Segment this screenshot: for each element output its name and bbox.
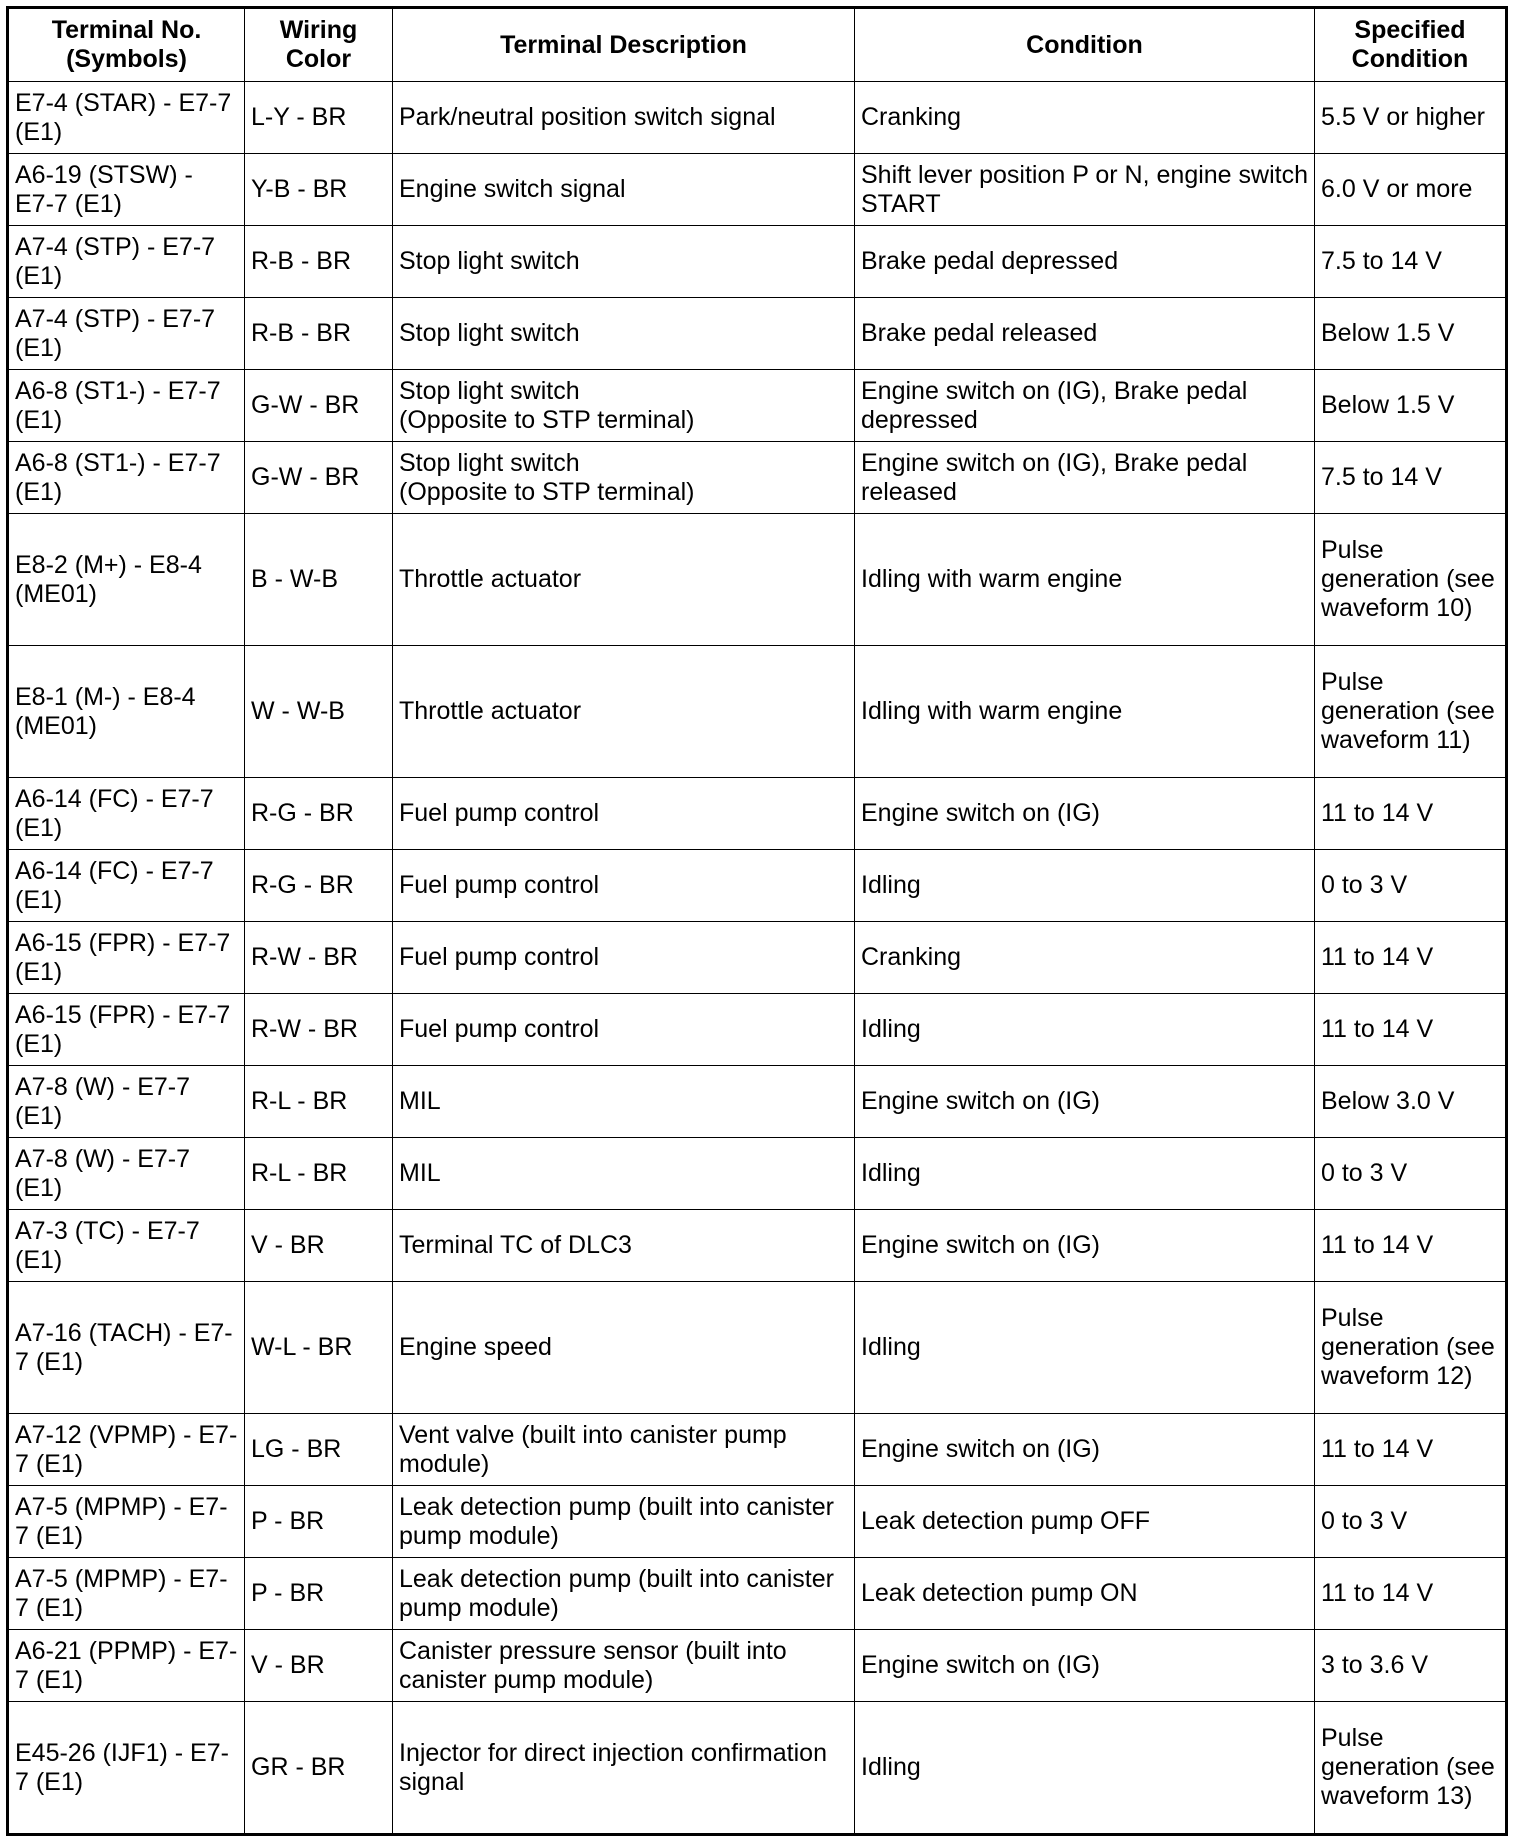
table-row (8, 1138, 1507, 1210)
ecm-terminal-table (6, 6, 1508, 1836)
cell-wiring-color: V - BR (245, 1630, 393, 1702)
cell-condition: Idling (855, 994, 1315, 1066)
cell-condition: Idling (855, 1282, 1315, 1414)
cell-wiring-color: R-G - BR (245, 778, 393, 850)
cell-terminal-description: Throttle actuator (393, 646, 855, 778)
header-row (8, 8, 1507, 82)
cell-terminal-description: Stop light switch (Opposite to STP terminal) (393, 370, 855, 442)
cell-terminal-description: Fuel pump control (393, 850, 855, 922)
cell-condition: Engine switch on (IG) (855, 1630, 1315, 1702)
table-row (8, 850, 1507, 922)
table-row (8, 994, 1507, 1066)
cell-terminal-no: A6-19 (STSW) - E7-7 (E1) (8, 154, 245, 226)
cell-terminal-no: A7-8 (W) - E7-7 (E1) (8, 1138, 245, 1210)
cell-condition: Engine switch on (IG), Brake pedal released (855, 442, 1315, 514)
cell-terminal-no: E8-1 (M-) - E8-4 (ME01) (8, 646, 245, 778)
cell-terminal-description: Engine switch signal (393, 154, 855, 226)
cell-terminal-description: Engine speed (393, 1282, 855, 1414)
cell-condition: Idling (855, 1138, 1315, 1210)
cell-terminal-description: Leak detection pump (built into canister pump module) (393, 1558, 855, 1630)
table-row (8, 1066, 1507, 1138)
cell-terminal-no: A6-21 (PPMP) - E7-7 (E1) (8, 1630, 245, 1702)
header-wiring-color: Wiring Color (245, 8, 393, 82)
table-row (8, 1630, 1507, 1702)
cell-specified-condition: 0 to 3 V (1315, 850, 1507, 922)
cell-condition: Idling with warm engine (855, 514, 1315, 646)
cell-wiring-color: W-L - BR (245, 1282, 393, 1414)
cell-specified-condition: 0 to 3 V (1315, 1138, 1507, 1210)
cell-wiring-color: R-B - BR (245, 226, 393, 298)
cell-wiring-color: Y-B - BR (245, 154, 393, 226)
cell-terminal-no: A6-15 (FPR) - E7-7 (E1) (8, 994, 245, 1066)
cell-wiring-color: P - BR (245, 1558, 393, 1630)
cell-terminal-description: Injector for direct injection confirmation signal (393, 1702, 855, 1835)
cell-terminal-description: Stop light switch (Opposite to STP terminal) (393, 442, 855, 514)
cell-wiring-color: G-W - BR (245, 370, 393, 442)
cell-terminal-description: Fuel pump control (393, 778, 855, 850)
cell-specified-condition: Pulse generation (see waveform 12) (1315, 1282, 1507, 1414)
cell-condition: Shift lever position P or N, engine switch START (855, 154, 1315, 226)
cell-specified-condition: 11 to 14 V (1315, 922, 1507, 994)
cell-specified-condition: 11 to 14 V (1315, 994, 1507, 1066)
cell-condition: Cranking (855, 922, 1315, 994)
cell-condition: Engine switch on (IG), Brake pedal depressed (855, 370, 1315, 442)
cell-terminal-no: A7-3 (TC) - E7-7 (E1) (8, 1210, 245, 1282)
cell-terminal-no: E8-2 (M+) - E8-4 (ME01) (8, 514, 245, 646)
cell-terminal-no: A6-8 (ST1-) - E7-7 (E1) (8, 370, 245, 442)
cell-wiring-color: LG - BR (245, 1414, 393, 1486)
cell-terminal-description: Stop light switch (393, 226, 855, 298)
cell-terminal-no: A6-8 (ST1-) - E7-7 (E1) (8, 442, 245, 514)
cell-condition: Idling (855, 1702, 1315, 1835)
cell-terminal-description: Fuel pump control (393, 922, 855, 994)
table-row (8, 778, 1507, 850)
cell-condition: Idling (855, 850, 1315, 922)
cell-terminal-description: Canister pressure sensor (built into canister pump module) (393, 1630, 855, 1702)
cell-specified-condition: 0 to 3 V (1315, 1486, 1507, 1558)
cell-condition: Idling with warm engine (855, 646, 1315, 778)
cell-specified-condition: Below 3.0 V (1315, 1066, 1507, 1138)
table-row (8, 442, 1507, 514)
cell-terminal-description: MIL (393, 1138, 855, 1210)
cell-terminal-no: A7-8 (W) - E7-7 (E1) (8, 1066, 245, 1138)
table-row (8, 1282, 1507, 1414)
cell-specified-condition: 6.0 V or more (1315, 154, 1507, 226)
cell-condition: Leak detection pump OFF (855, 1486, 1315, 1558)
cell-terminal-no: A6-14 (FC) - E7-7 (E1) (8, 850, 245, 922)
header-terminal-no: Terminal No. (Symbols) (8, 8, 245, 82)
cell-condition: Leak detection pump ON (855, 1558, 1315, 1630)
cell-terminal-description: Throttle actuator (393, 514, 855, 646)
cell-wiring-color: R-L - BR (245, 1138, 393, 1210)
table-row (8, 154, 1507, 226)
cell-specified-condition: Pulse generation (see waveform 11) (1315, 646, 1507, 778)
table-row (8, 226, 1507, 298)
cell-terminal-description: Vent valve (built into canister pump module) (393, 1414, 855, 1486)
cell-specified-condition: Below 1.5 V (1315, 370, 1507, 442)
cell-wiring-color: P - BR (245, 1486, 393, 1558)
table-row (8, 82, 1507, 154)
cell-condition: Cranking (855, 82, 1315, 154)
cell-terminal-no: A7-5 (MPMP) - E7-7 (E1) (8, 1558, 245, 1630)
cell-terminal-no: A7-12 (VPMP) - E7-7 (E1) (8, 1414, 245, 1486)
cell-specified-condition: 11 to 14 V (1315, 1210, 1507, 1282)
cell-specified-condition: 11 to 14 V (1315, 778, 1507, 850)
cell-specified-condition: Below 1.5 V (1315, 298, 1507, 370)
table-row (8, 1414, 1507, 1486)
cell-terminal-description: Terminal TC of DLC3 (393, 1210, 855, 1282)
cell-terminal-no: A7-4 (STP) - E7-7 (E1) (8, 298, 245, 370)
cell-specified-condition: 5.5 V or higher (1315, 82, 1507, 154)
cell-terminal-no: A7-16 (TACH) - E7-7 (E1) (8, 1282, 245, 1414)
table-row (8, 298, 1507, 370)
cell-condition: Engine switch on (IG) (855, 1210, 1315, 1282)
header-condition: Condition (855, 8, 1315, 82)
table-row (8, 1486, 1507, 1558)
cell-wiring-color: R-W - BR (245, 922, 393, 994)
cell-wiring-color: R-L - BR (245, 1066, 393, 1138)
cell-specified-condition: 7.5 to 14 V (1315, 226, 1507, 298)
table-row (8, 1558, 1507, 1630)
cell-specified-condition: 3 to 3.6 V (1315, 1630, 1507, 1702)
header-specified-condition: Specified Condition (1315, 8, 1507, 82)
cell-wiring-color: R-B - BR (245, 298, 393, 370)
cell-terminal-no: E7-4 (STAR) - E7-7 (E1) (8, 82, 245, 154)
table-row (8, 646, 1507, 778)
terminal-spec-sheet (6, 6, 1505, 1836)
cell-wiring-color: G-W - BR (245, 442, 393, 514)
cell-specified-condition: 11 to 14 V (1315, 1558, 1507, 1630)
table-row (8, 514, 1507, 646)
cell-condition: Engine switch on (IG) (855, 1066, 1315, 1138)
cell-terminal-no: A7-4 (STP) - E7-7 (E1) (8, 226, 245, 298)
cell-terminal-description: Leak detection pump (built into canister pump module) (393, 1486, 855, 1558)
table-row (8, 1210, 1507, 1282)
cell-terminal-description: Stop light switch (393, 298, 855, 370)
cell-specified-condition: Pulse generation (see waveform 10) (1315, 514, 1507, 646)
table-row (8, 922, 1507, 994)
cell-terminal-no: A7-5 (MPMP) - E7-7 (E1) (8, 1486, 245, 1558)
cell-terminal-description: Park/neutral position switch signal (393, 82, 855, 154)
cell-terminal-description: Fuel pump control (393, 994, 855, 1066)
cell-terminal-no: E45-26 (IJF1) - E7-7 (E1) (8, 1702, 245, 1835)
table-row (8, 370, 1507, 442)
cell-wiring-color: R-W - BR (245, 994, 393, 1066)
cell-condition: Engine switch on (IG) (855, 1414, 1315, 1486)
cell-specified-condition: 7.5 to 14 V (1315, 442, 1507, 514)
cell-wiring-color: GR - BR (245, 1702, 393, 1835)
cell-terminal-no: A6-15 (FPR) - E7-7 (E1) (8, 922, 245, 994)
cell-terminal-no: A6-14 (FC) - E7-7 (E1) (8, 778, 245, 850)
cell-wiring-color: V - BR (245, 1210, 393, 1282)
cell-wiring-color: L-Y - BR (245, 82, 393, 154)
cell-terminal-description: MIL (393, 1066, 855, 1138)
cell-wiring-color: R-G - BR (245, 850, 393, 922)
cell-specified-condition: Pulse generation (see waveform 13) (1315, 1702, 1507, 1835)
cell-condition: Brake pedal depressed (855, 226, 1315, 298)
table-header (8, 8, 1507, 82)
cell-wiring-color: B - W-B (245, 514, 393, 646)
table-row (8, 1702, 1507, 1835)
table-body (8, 82, 1507, 1835)
cell-condition: Brake pedal released (855, 298, 1315, 370)
cell-specified-condition: 11 to 14 V (1315, 1414, 1507, 1486)
cell-condition: Engine switch on (IG) (855, 778, 1315, 850)
header-terminal-description: Terminal Description (393, 8, 855, 82)
cell-wiring-color: W - W-B (245, 646, 393, 778)
